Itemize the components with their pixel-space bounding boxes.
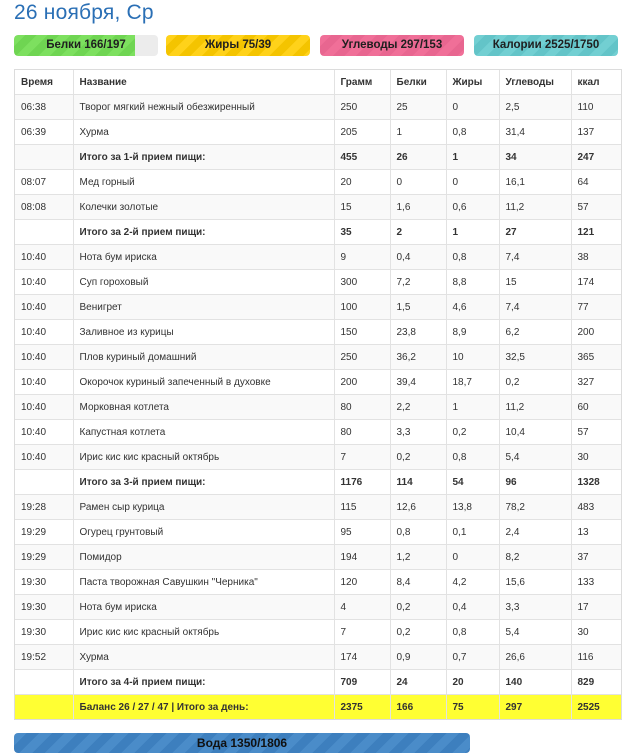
table-row[interactable] bbox=[15, 320, 621, 345]
cell-grams: 35 bbox=[334, 220, 390, 245]
cell-protein: 2,2 bbox=[390, 395, 446, 420]
cell-protein: 0,2 bbox=[390, 445, 446, 470]
cell-carbs: 11,2 bbox=[499, 395, 571, 420]
cell-carbs: 7,4 bbox=[499, 295, 571, 320]
cell-kcal: 17 bbox=[571, 595, 621, 620]
cell-kcal: 38 bbox=[571, 245, 621, 270]
cell-name: Итого за 1-й прием пищи: bbox=[73, 145, 334, 170]
cell-grams: 7 bbox=[334, 620, 390, 645]
cell-carbs: 15 bbox=[499, 270, 571, 295]
table-row[interactable] bbox=[15, 245, 621, 270]
calories-summary-label: Калории 2525/1750 bbox=[492, 39, 600, 51]
water-progress-label: Вода 1350/1806 bbox=[196, 736, 288, 750]
cell-time: 19:30 bbox=[15, 620, 73, 645]
cell-grams: 250 bbox=[334, 345, 390, 370]
cell-time bbox=[15, 670, 73, 695]
cell-grams: 455 bbox=[334, 145, 390, 170]
carbs-summary-badge[interactable] bbox=[320, 35, 464, 56]
cell-name: Ирис кис кис красный октябрь bbox=[73, 445, 334, 470]
cell-kcal: 30 bbox=[571, 445, 621, 470]
cell-name: Помидор bbox=[73, 545, 334, 570]
cell-carbs: 16,1 bbox=[499, 170, 571, 195]
cell-time: 06:39 bbox=[15, 120, 73, 145]
cell-carbs: 31,4 bbox=[499, 120, 571, 145]
cell-protein: 39,4 bbox=[390, 370, 446, 395]
cell-time bbox=[15, 470, 73, 495]
cell-kcal: 37 bbox=[571, 545, 621, 570]
cell-time: 19:29 bbox=[15, 545, 73, 570]
cell-kcal: 483 bbox=[571, 495, 621, 520]
carbs-summary-label: Углеводы 297/153 bbox=[341, 39, 443, 51]
table-row[interactable] bbox=[15, 120, 621, 145]
cell-grams: 4 bbox=[334, 595, 390, 620]
cell-kcal: 200 bbox=[571, 320, 621, 345]
page-title: 26 ноября, Ср bbox=[14, 1, 154, 24]
cell-kcal: 77 bbox=[571, 295, 621, 320]
cell-name: Венигрет bbox=[73, 295, 334, 320]
cell-carbs: 27 bbox=[499, 220, 571, 245]
cell-grams: 100 bbox=[334, 295, 390, 320]
cell-kcal: 64 bbox=[571, 170, 621, 195]
cell-protein: 114 bbox=[390, 470, 446, 495]
cell-protein: 3,3 bbox=[390, 420, 446, 445]
cell-time: 10:40 bbox=[15, 320, 73, 345]
cell-protein: 36,2 bbox=[390, 345, 446, 370]
cell-fat: 0 bbox=[446, 545, 499, 570]
table-row[interactable] bbox=[15, 345, 621, 370]
column-header-grams[interactable]: Грамм bbox=[334, 70, 390, 95]
cell-fat: 13,8 bbox=[446, 495, 499, 520]
cell-kcal: 57 bbox=[571, 195, 621, 220]
cell-time: 19:52 bbox=[15, 645, 73, 670]
cell-time bbox=[15, 695, 73, 720]
cell-kcal: 60 bbox=[571, 395, 621, 420]
cell-kcal: 57 bbox=[571, 420, 621, 445]
cell-grams: 80 bbox=[334, 395, 390, 420]
cell-time: 10:40 bbox=[15, 445, 73, 470]
cell-name: Хурма bbox=[73, 645, 334, 670]
table-row[interactable] bbox=[15, 420, 621, 445]
cell-protein: 1,6 bbox=[390, 195, 446, 220]
table-body bbox=[15, 95, 621, 720]
cell-grams: 95 bbox=[334, 520, 390, 545]
water-progress-bar[interactable] bbox=[14, 733, 470, 753]
fat-summary-label: Жиры 75/39 bbox=[204, 39, 272, 51]
protein-summary-badge[interactable] bbox=[14, 35, 158, 56]
cell-carbs: 6,2 bbox=[499, 320, 571, 345]
cell-carbs: 2,4 bbox=[499, 520, 571, 545]
cell-kcal: 110 bbox=[571, 95, 621, 120]
cell-name: Нота бум ириска bbox=[73, 245, 334, 270]
cell-kcal: 2525 bbox=[571, 695, 621, 720]
meal-subtotal-row bbox=[15, 145, 621, 170]
cell-kcal: 13 bbox=[571, 520, 621, 545]
cell-fat: 0 bbox=[446, 95, 499, 120]
column-header-carbs[interactable]: Углеводы bbox=[499, 70, 571, 95]
cell-fat: 1 bbox=[446, 395, 499, 420]
cell-name: Рамен сыр курица bbox=[73, 495, 334, 520]
cell-time: 10:40 bbox=[15, 370, 73, 395]
daily-balance-row bbox=[15, 695, 621, 720]
cell-kcal: 174 bbox=[571, 270, 621, 295]
cell-kcal: 121 bbox=[571, 220, 621, 245]
cell-name: Хурма bbox=[73, 120, 334, 145]
cell-grams: 250 bbox=[334, 95, 390, 120]
cell-name: Паста творожная Савушкин "Черника" bbox=[73, 570, 334, 595]
table-row[interactable] bbox=[15, 495, 621, 520]
cell-fat: 0,7 bbox=[446, 645, 499, 670]
cell-kcal: 137 bbox=[571, 120, 621, 145]
cell-kcal: 327 bbox=[571, 370, 621, 395]
table-row[interactable] bbox=[15, 545, 621, 570]
cell-grams: 174 bbox=[334, 645, 390, 670]
cell-fat: 20 bbox=[446, 670, 499, 695]
cell-carbs: 297 bbox=[499, 695, 571, 720]
cell-kcal: 247 bbox=[571, 145, 621, 170]
cell-name: Заливное из курицы bbox=[73, 320, 334, 345]
cell-fat: 54 bbox=[446, 470, 499, 495]
cell-carbs: 10,4 bbox=[499, 420, 571, 445]
cell-grams: 9 bbox=[334, 245, 390, 270]
table-row[interactable] bbox=[15, 195, 621, 220]
cell-protein: 166 bbox=[390, 695, 446, 720]
cell-carbs: 7,4 bbox=[499, 245, 571, 270]
food-diary-table-container bbox=[14, 69, 622, 720]
cell-name: Итого за 2-й прием пищи: bbox=[73, 220, 334, 245]
table-row[interactable] bbox=[15, 520, 621, 545]
cell-name: Огурец грунтовый bbox=[73, 520, 334, 545]
cell-time bbox=[15, 220, 73, 245]
cell-protein: 8,4 bbox=[390, 570, 446, 595]
table-row[interactable] bbox=[15, 95, 621, 120]
cell-grams: 194 bbox=[334, 545, 390, 570]
cell-grams: 150 bbox=[334, 320, 390, 345]
cell-fat: 0,4 bbox=[446, 595, 499, 620]
cell-fat: 0,2 bbox=[446, 420, 499, 445]
cell-time bbox=[15, 145, 73, 170]
cell-carbs: 5,4 bbox=[499, 620, 571, 645]
column-header-fat[interactable]: Жиры bbox=[446, 70, 499, 95]
cell-carbs: 8,2 bbox=[499, 545, 571, 570]
cell-protein: 24 bbox=[390, 670, 446, 695]
cell-protein: 7,2 bbox=[390, 270, 446, 295]
table-row[interactable] bbox=[15, 295, 621, 320]
cell-carbs: 5,4 bbox=[499, 445, 571, 470]
column-header-kcal[interactable]: ккал bbox=[571, 70, 621, 95]
cell-protein: 0,9 bbox=[390, 645, 446, 670]
cell-time: 19:30 bbox=[15, 570, 73, 595]
cell-protein: 1,2 bbox=[390, 545, 446, 570]
cell-time: 10:40 bbox=[15, 345, 73, 370]
cell-fat: 0 bbox=[446, 170, 499, 195]
cell-kcal: 1328 bbox=[571, 470, 621, 495]
cell-fat: 4,6 bbox=[446, 295, 499, 320]
column-header-time[interactable]: Время bbox=[21, 76, 53, 88]
table-row[interactable] bbox=[15, 370, 621, 395]
cell-grams: 205 bbox=[334, 120, 390, 145]
cell-name: Морковная котлета bbox=[73, 395, 334, 420]
table-row[interactable] bbox=[15, 270, 621, 295]
cell-fat: 0,8 bbox=[446, 245, 499, 270]
cell-fat: 4,2 bbox=[446, 570, 499, 595]
cell-kcal: 133 bbox=[571, 570, 621, 595]
cell-name: Ирис кис кис красный октябрь bbox=[73, 620, 334, 645]
meal-subtotal-row bbox=[15, 670, 621, 695]
cell-carbs: 34 bbox=[499, 145, 571, 170]
cell-carbs: 140 bbox=[499, 670, 571, 695]
cell-carbs: 32,5 bbox=[499, 345, 571, 370]
cell-carbs: 15,6 bbox=[499, 570, 571, 595]
cell-fat: 75 bbox=[446, 695, 499, 720]
cell-carbs: 26,6 bbox=[499, 645, 571, 670]
cell-protein: 0,8 bbox=[390, 520, 446, 545]
cell-fat: 8,9 bbox=[446, 320, 499, 345]
cell-carbs: 78,2 bbox=[499, 495, 571, 520]
cell-protein: 26 bbox=[390, 145, 446, 170]
protein-summary-label: Белки 166/197 bbox=[46, 39, 126, 51]
cell-name: Колечки золотые bbox=[73, 195, 334, 220]
cell-fat: 0,8 bbox=[446, 120, 499, 145]
cell-grams: 200 bbox=[334, 370, 390, 395]
cell-protein: 0,4 bbox=[390, 245, 446, 270]
cell-grams: 300 bbox=[334, 270, 390, 295]
table-row[interactable] bbox=[15, 170, 621, 195]
cell-name: Капустная котлета bbox=[73, 420, 334, 445]
cell-name: Итого за 3-й прием пищи: bbox=[73, 470, 334, 495]
cell-time: 19:29 bbox=[15, 520, 73, 545]
cell-time: 10:40 bbox=[15, 295, 73, 320]
cell-name: Баланс 26 / 27 / 47 | Итого за день: bbox=[73, 695, 334, 720]
cell-carbs: 96 bbox=[499, 470, 571, 495]
cell-name: Суп гороховый bbox=[73, 270, 334, 295]
cell-name: Нота бум ириска bbox=[73, 595, 334, 620]
cell-protein: 0,2 bbox=[390, 620, 446, 645]
cell-fat: 8,8 bbox=[446, 270, 499, 295]
cell-protein: 25 bbox=[390, 95, 446, 120]
table-row[interactable] bbox=[15, 620, 621, 645]
cell-time: 10:40 bbox=[15, 270, 73, 295]
cell-name: Итого за 4-й прием пищи: bbox=[73, 670, 334, 695]
cell-grams: 1176 bbox=[334, 470, 390, 495]
cell-protein: 0 bbox=[390, 170, 446, 195]
cell-kcal: 829 bbox=[571, 670, 621, 695]
cell-carbs: 3,3 bbox=[499, 595, 571, 620]
cell-time: 08:08 bbox=[15, 195, 73, 220]
food-diary-table bbox=[15, 70, 621, 719]
cell-fat: 10 bbox=[446, 345, 499, 370]
cell-carbs: 0,2 bbox=[499, 370, 571, 395]
table-row[interactable] bbox=[15, 645, 621, 670]
meal-subtotal-row bbox=[15, 470, 621, 495]
cell-protein: 0,2 bbox=[390, 595, 446, 620]
cell-name: Плов куриный домашний bbox=[73, 345, 334, 370]
cell-name: Мед горный bbox=[73, 170, 334, 195]
column-header-protein[interactable]: Белки bbox=[390, 70, 446, 95]
cell-fat: 0,1 bbox=[446, 520, 499, 545]
column-header-name[interactable]: Название bbox=[73, 70, 334, 95]
cell-fat: 0,8 bbox=[446, 620, 499, 645]
cell-time: 08:07 bbox=[15, 170, 73, 195]
table-row[interactable] bbox=[15, 570, 621, 595]
cell-carbs: 11,2 bbox=[499, 195, 571, 220]
table-header-row bbox=[15, 70, 621, 95]
cell-grams: 7 bbox=[334, 445, 390, 470]
cell-kcal: 116 bbox=[571, 645, 621, 670]
cell-grams: 20 bbox=[334, 170, 390, 195]
cell-grams: 115 bbox=[334, 495, 390, 520]
cell-fat: 18,7 bbox=[446, 370, 499, 395]
fat-summary-badge[interactable] bbox=[166, 35, 310, 56]
cell-protein: 12,6 bbox=[390, 495, 446, 520]
cell-protein: 1 bbox=[390, 120, 446, 145]
cell-name: Окорочок куриный запеченный в духовке bbox=[73, 370, 334, 395]
cell-grams: 120 bbox=[334, 570, 390, 595]
cell-fat: 1 bbox=[446, 220, 499, 245]
cell-time: 10:40 bbox=[15, 245, 73, 270]
cell-time: 10:40 bbox=[15, 420, 73, 445]
cell-kcal: 365 bbox=[571, 345, 621, 370]
cell-fat: 0,8 bbox=[446, 445, 499, 470]
cell-fat: 1 bbox=[446, 145, 499, 170]
cell-time: 06:38 bbox=[15, 95, 73, 120]
calories-summary-badge[interactable] bbox=[474, 35, 618, 56]
cell-time: 19:30 bbox=[15, 595, 73, 620]
cell-name: Творог мягкий нежный обезжиренный bbox=[73, 95, 334, 120]
cell-grams: 709 bbox=[334, 670, 390, 695]
cell-grams: 80 bbox=[334, 420, 390, 445]
cell-protein: 23,8 bbox=[390, 320, 446, 345]
cell-grams: 2375 bbox=[334, 695, 390, 720]
cell-time: 19:28 bbox=[15, 495, 73, 520]
cell-carbs: 2,5 bbox=[499, 95, 571, 120]
cell-fat: 0,6 bbox=[446, 195, 499, 220]
table-row[interactable] bbox=[15, 595, 621, 620]
cell-kcal: 30 bbox=[571, 620, 621, 645]
table-row[interactable] bbox=[15, 445, 621, 470]
meal-subtotal-row bbox=[15, 220, 621, 245]
cell-time: 10:40 bbox=[15, 395, 73, 420]
cell-protein: 2 bbox=[390, 220, 446, 245]
cell-grams: 15 bbox=[334, 195, 390, 220]
table-row[interactable] bbox=[15, 395, 621, 420]
cell-protein: 1,5 bbox=[390, 295, 446, 320]
